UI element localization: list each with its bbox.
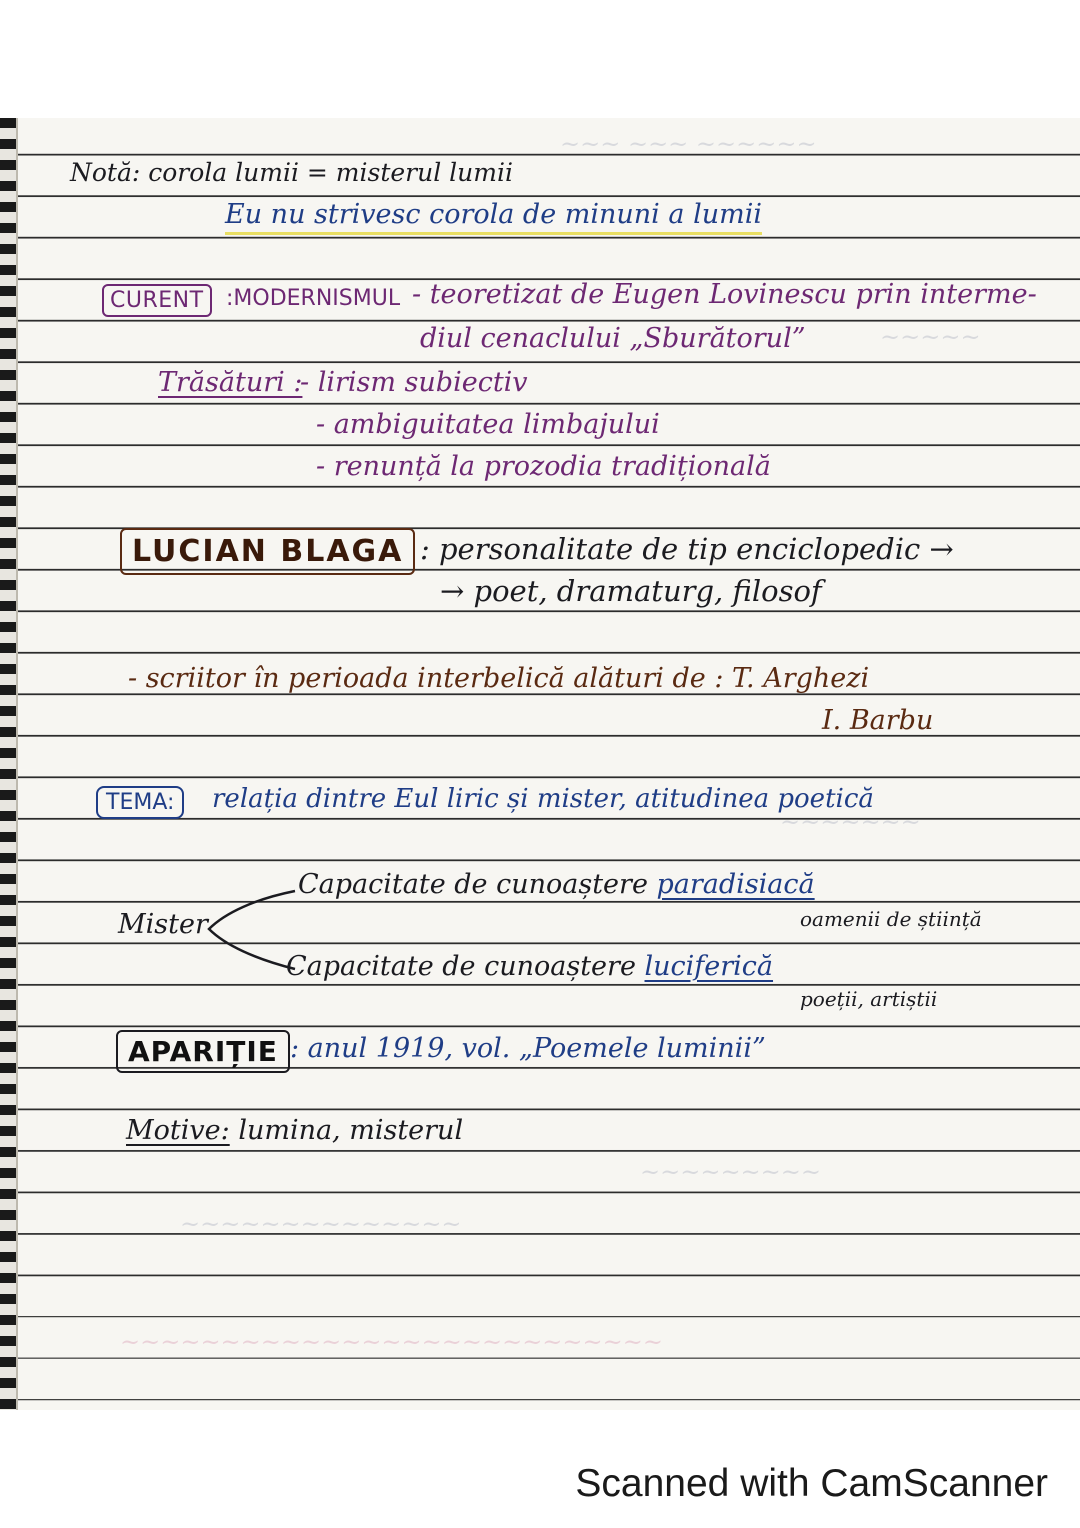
notebook-page (0, 118, 1080, 1410)
notebook-spiral-binding (0, 118, 18, 1410)
bleed-through-text: ~~~~~~~~~~~~~~~~~~~~~~~~~~~ (120, 1328, 663, 1356)
mister-branch-2-type: luciferică (644, 951, 774, 982)
curent-desc-1: - teoretizat de Eugen Lovinescu prin interme- (412, 279, 1037, 310)
motive-value: lumina, misterul (238, 1115, 464, 1146)
tema-label-box: TEMA: (96, 786, 184, 819)
author-desc-2: → poet, dramaturg, filosof (440, 574, 822, 608)
author-desc-1: : personalitate de tip enciclopedic → (420, 532, 954, 566)
author-label-box: LUCIAN BLAGA (120, 528, 415, 575)
trasaturi-label: Trăsături : (158, 367, 303, 398)
branch-brace-icon (195, 885, 305, 975)
tema-value: relația dintre Eul liric și mister, atitudinea poetică (212, 784, 874, 814)
mister-branch-2-text: Capacitate de cunoaștere (286, 951, 636, 982)
scanner-watermark: Scanned with CamScanner (575, 1462, 1048, 1505)
mister-branch-1-note: oamenii de știință (800, 907, 982, 931)
motive-line (126, 1116, 463, 1146)
bleed-through-text: ~~~~~~~~~ (640, 1158, 821, 1186)
trasaturi-item-2: - ambiguitatea limbajului (316, 409, 660, 440)
bleed-through-text: ~~~~~~~~~~~~~~ (180, 1210, 462, 1238)
mister-branch-1-type: paradisiacă (656, 869, 815, 900)
note-line: Notă: corola lumii = misterul lumii (70, 158, 513, 187)
bleed-through-text: ~~~~~ (880, 323, 981, 351)
aparitie-label-box: APARIȚIE (116, 1030, 290, 1073)
mister-label: Mister (118, 909, 208, 940)
mister-branch-1 (298, 870, 815, 900)
trasaturi-item-1: - lirism subiectiv (300, 367, 528, 398)
motive-label: Motive: (126, 1115, 230, 1146)
curent-desc-2: diul cenaclului „Sburătorul” (420, 323, 806, 354)
page-title (225, 200, 762, 230)
trasaturi-item-3: - renunță la prozodia tradițională (316, 451, 771, 482)
author-period-2: I. Barbu (822, 705, 934, 736)
mister-branch-2-note: poeții, artiștii (800, 987, 938, 1011)
title-text: Eu nu strivesc corola de minuni a lumii (225, 199, 762, 235)
curent-label-box: CURENT (102, 284, 212, 317)
bleed-through-text: ~~~ ~~~ ~~~~~~ (560, 130, 817, 158)
aparitie-value: : anul 1919, vol. „Poemele luminii” (290, 1033, 766, 1064)
mister-branch-2 (286, 952, 773, 982)
curent-value: :MODERNISMUL (226, 286, 401, 311)
author-period: - scriitor în perioada interbelică alături de : T. Arghezi (128, 663, 870, 694)
mister-branch-1-text: Capacitate de cunoaștere (298, 869, 648, 900)
bleed-through-text: ~~~~~~~ (780, 808, 921, 836)
